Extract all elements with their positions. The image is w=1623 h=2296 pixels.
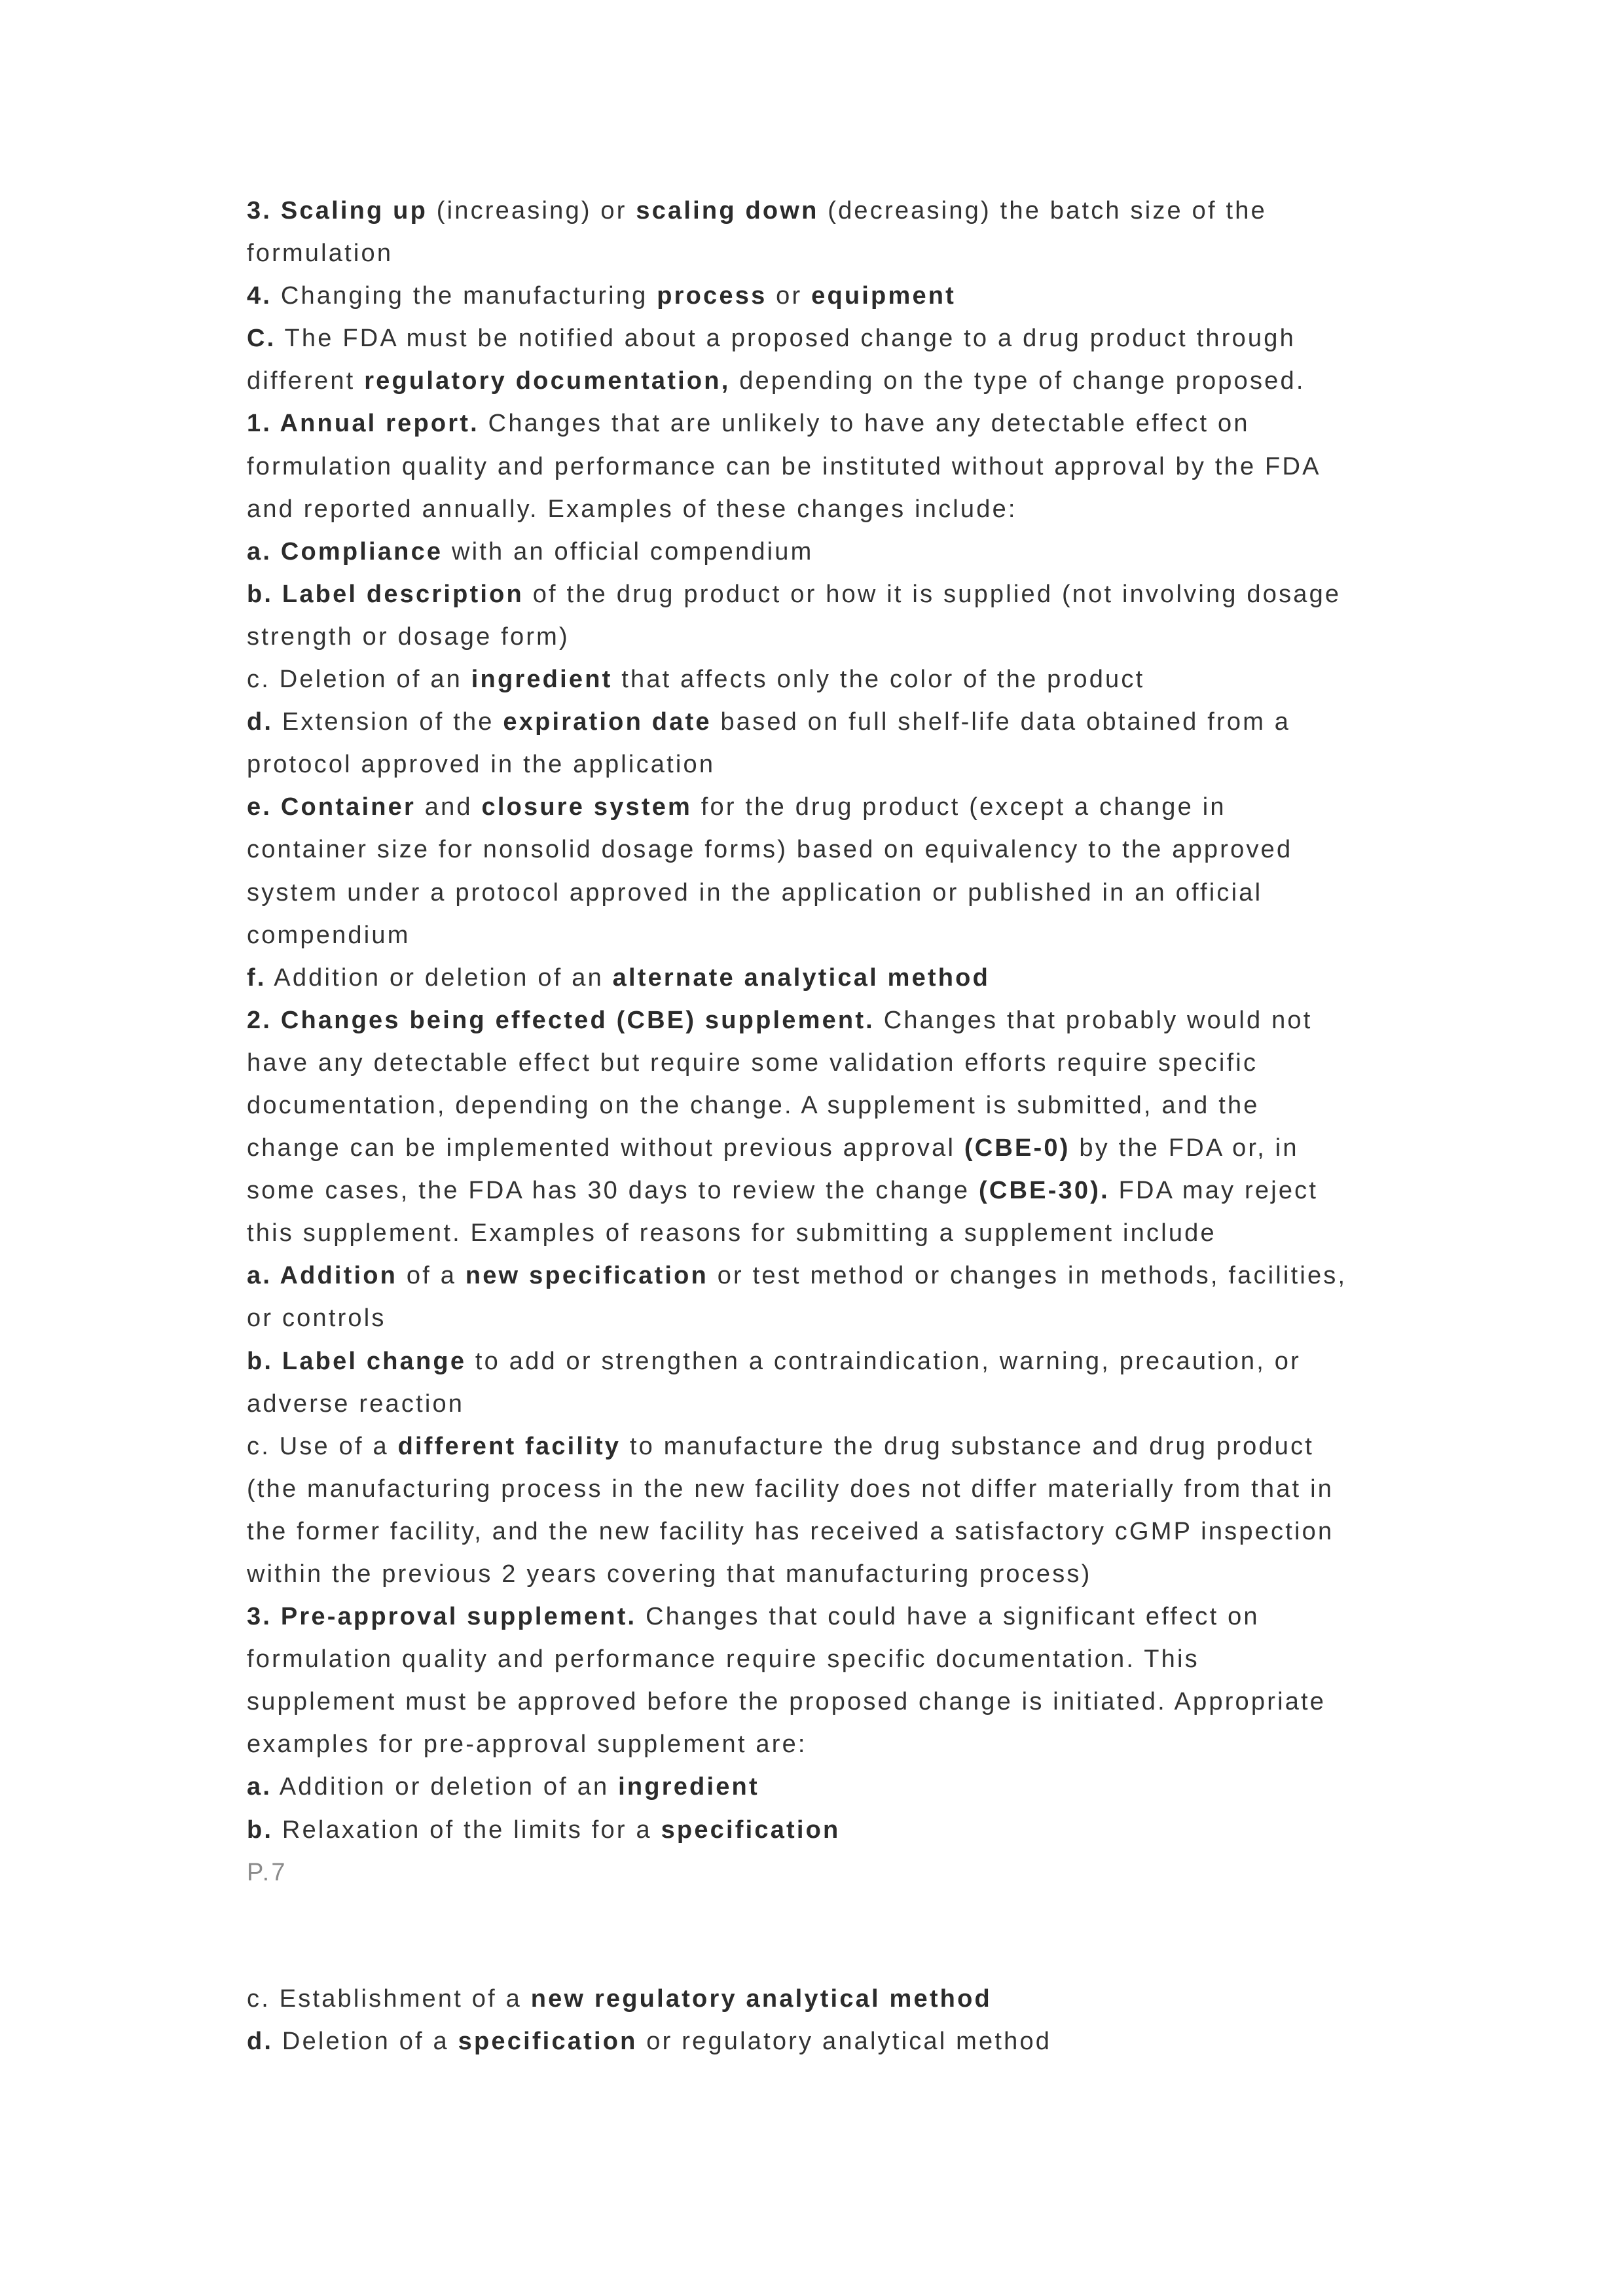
bold-text: 3. — [247, 197, 281, 224]
text-run: (increasing) or — [428, 197, 636, 224]
text-run: for the drug product (except a change in — [692, 793, 1226, 821]
text-body — [247, 190, 1399, 1894]
text-run: formulation quality and performance require specific documentation. This — [247, 1645, 1199, 1674]
continued-text-body — [247, 1978, 1399, 2063]
bold-text: ingredient — [471, 666, 613, 694]
text-line — [247, 1978, 1399, 2020]
bold-text: ingredient — [618, 1773, 759, 1801]
text-run: container size for nonsolid dosage forms) based on equivalency to the approved — [247, 836, 1293, 864]
text-run: Deletion of a — [273, 2028, 458, 2056]
text-line — [247, 1212, 1399, 1255]
text-line — [247, 446, 1399, 488]
text-run: Extension of the — [273, 708, 503, 736]
text-line — [247, 957, 1399, 999]
text-run: (decreasing) the batch size of the — [818, 197, 1267, 224]
text-line — [247, 1553, 1399, 1596]
bold-text: a. Compliance — [247, 537, 443, 565]
text-line — [247, 829, 1399, 871]
text-run: or controls — [247, 1304, 386, 1333]
text-run: to add or strengthen a contraindication, warning, precaution, or — [466, 1347, 1301, 1375]
text-line — [247, 1681, 1399, 1723]
text-run: formulation quality and performance can be instituted without approval by the FDA — [247, 452, 1321, 480]
text-run: to manufacture the drug substance and drug product — [621, 1432, 1315, 1460]
text-run: with an official compendium — [443, 537, 814, 565]
bold-text: (CBE-30). — [979, 1177, 1110, 1205]
text-run: or test method or changes in methods, facilities, — [708, 1262, 1347, 1290]
bold-text: new regulatory analytical method — [530, 1985, 992, 2013]
text-line — [247, 1766, 1399, 1808]
text-run: Changing the manufacturing — [272, 282, 657, 310]
bold-text: (CBE-0) — [964, 1134, 1070, 1162]
text-line — [247, 403, 1399, 445]
text-run: Changes that probably would not — [874, 1006, 1313, 1034]
text-line — [247, 2020, 1399, 2063]
bold-text: b. Label description — [247, 580, 524, 608]
bold-text: 1. Annual report. — [247, 410, 479, 438]
text-run: and — [416, 793, 482, 821]
text-line — [247, 1340, 1399, 1383]
text-run: different — [247, 367, 365, 395]
text-run: by the FDA or, in — [1070, 1134, 1299, 1162]
text-run: based on full shelf-life data obtained from a — [711, 708, 1291, 736]
text-line — [247, 1170, 1399, 1212]
text-line — [247, 1638, 1399, 1681]
text-run: and reported annually. Examples of these changes include: — [247, 495, 1017, 523]
text-line — [247, 1723, 1399, 1766]
text-line — [247, 872, 1399, 914]
bold-text: specification — [661, 1816, 841, 1844]
text-line — [247, 1085, 1399, 1127]
bold-text: e. Container — [247, 793, 416, 821]
text-run: supplement must be approved before the proposed change is initiated. Appropriate — [247, 1688, 1326, 1716]
bold-text: b. Label change — [247, 1347, 467, 1375]
text-line — [247, 531, 1399, 573]
bold-text: b. — [247, 1816, 274, 1844]
text-run: compendium — [247, 921, 410, 949]
text-run: or regulatory analytical method — [637, 2028, 1052, 2056]
bold-text: equipment — [811, 282, 957, 310]
bold-text: closure system — [481, 793, 693, 821]
text-run: the former facility, and the new facility has received a satisfactory cGMP inspection — [247, 1517, 1334, 1545]
text-run: some cases, the FDA has 30 days to review the change — [247, 1177, 979, 1205]
text-run: or — [767, 282, 812, 310]
bold-text: expiration date — [503, 708, 712, 736]
text-run: strength or dosage form) — [247, 622, 570, 651]
text-run: system under a protocol approved in the application or published in an official — [247, 878, 1263, 906]
text-run: change can be implemented without previous approval — [247, 1134, 964, 1162]
text-run: adverse reaction — [247, 1390, 465, 1418]
text-run: FDA may reject — [1109, 1177, 1319, 1205]
text-line — [247, 786, 1399, 829]
bold-text: f. — [247, 963, 266, 992]
text-run: c. Deletion of an — [247, 666, 471, 694]
text-run: that affects only the color of the product — [612, 666, 1145, 694]
text-line — [247, 1383, 1399, 1426]
bold-text: 2. Changes being effected (CBE) supplement. — [247, 1006, 875, 1034]
text-run: of a — [397, 1262, 465, 1290]
bold-text: a. Addition — [247, 1262, 398, 1290]
text-line — [247, 616, 1399, 658]
text-run: Addition or deletion of an — [266, 963, 613, 992]
bold-text: new specification — [465, 1262, 708, 1290]
text-run: have any detectable effect but require some validation efforts require specific — [247, 1049, 1258, 1077]
text-run: (the manufacturing process in the new facility does not differ materially from that in — [247, 1475, 1334, 1503]
text-line — [247, 1426, 1399, 1468]
text-line — [247, 275, 1399, 317]
bold-text: specification — [458, 2028, 638, 2056]
text-line — [247, 232, 1399, 275]
text-run: formulation — [247, 240, 393, 268]
text-run: protocol approved in the application — [247, 751, 716, 779]
text-line — [247, 914, 1399, 957]
text-run: depending on the type of change proposed. — [730, 367, 1305, 395]
text-line — [247, 744, 1399, 786]
bold-text: regulatory documentation, — [364, 367, 731, 395]
bold-text: scaling down — [636, 197, 819, 224]
bold-text: Scaling up — [280, 197, 428, 224]
bold-text: 4. — [247, 282, 272, 310]
text-line — [247, 573, 1399, 616]
text-line — [247, 488, 1399, 531]
text-line — [247, 999, 1399, 1042]
text-line — [247, 1468, 1399, 1511]
text-run: The FDA must be notified about a proposed change to a drug product through — [276, 325, 1296, 353]
text-line — [247, 658, 1399, 701]
text-line — [247, 1511, 1399, 1553]
text-run: of the drug product or how it is supplied (not involving dosage — [523, 580, 1341, 608]
bold-text: C. — [247, 325, 276, 353]
text-line — [247, 190, 1399, 232]
text-line — [247, 1127, 1399, 1170]
text-run: Changes that could have a significant effect on — [636, 1603, 1260, 1631]
text-run: this supplement. Examples of reasons for submitting a supplement include — [247, 1219, 1216, 1247]
text-run: c. Establishment of a — [247, 1985, 531, 2013]
text-run: within the previous 2 years covering that manufacturing process) — [247, 1560, 1092, 1588]
bold-text: alternate analytical method — [612, 963, 990, 992]
bold-text: 3. Pre-approval supplement. — [247, 1603, 637, 1631]
text-line — [247, 1596, 1399, 1638]
text-line — [247, 1297, 1399, 1340]
text-line — [247, 317, 1399, 360]
text-run: documentation, depending on the change. A supplement is submitted, and the — [247, 1091, 1260, 1119]
bold-text: a. — [247, 1773, 272, 1801]
bold-text: process — [657, 282, 767, 310]
bold-text: different facility — [397, 1432, 621, 1460]
text-run: c. Use of a — [247, 1432, 398, 1460]
bold-text: d. — [247, 2028, 274, 2056]
page-number: P.7 — [247, 1858, 287, 1886]
text-run: Changes that are unlikely to have any detectable effect on — [479, 410, 1250, 438]
bold-text: d. — [247, 708, 274, 736]
text-run: examples for pre-approval supplement are: — [247, 1731, 807, 1759]
text-run: Relaxation of the limits for a — [273, 1816, 661, 1844]
text-line — [247, 1042, 1399, 1085]
text-line — [247, 701, 1399, 744]
text-line — [247, 360, 1399, 403]
text-run: Addition or deletion of an — [272, 1773, 619, 1801]
text-line — [247, 1809, 1399, 1852]
text-line — [247, 1255, 1399, 1297]
